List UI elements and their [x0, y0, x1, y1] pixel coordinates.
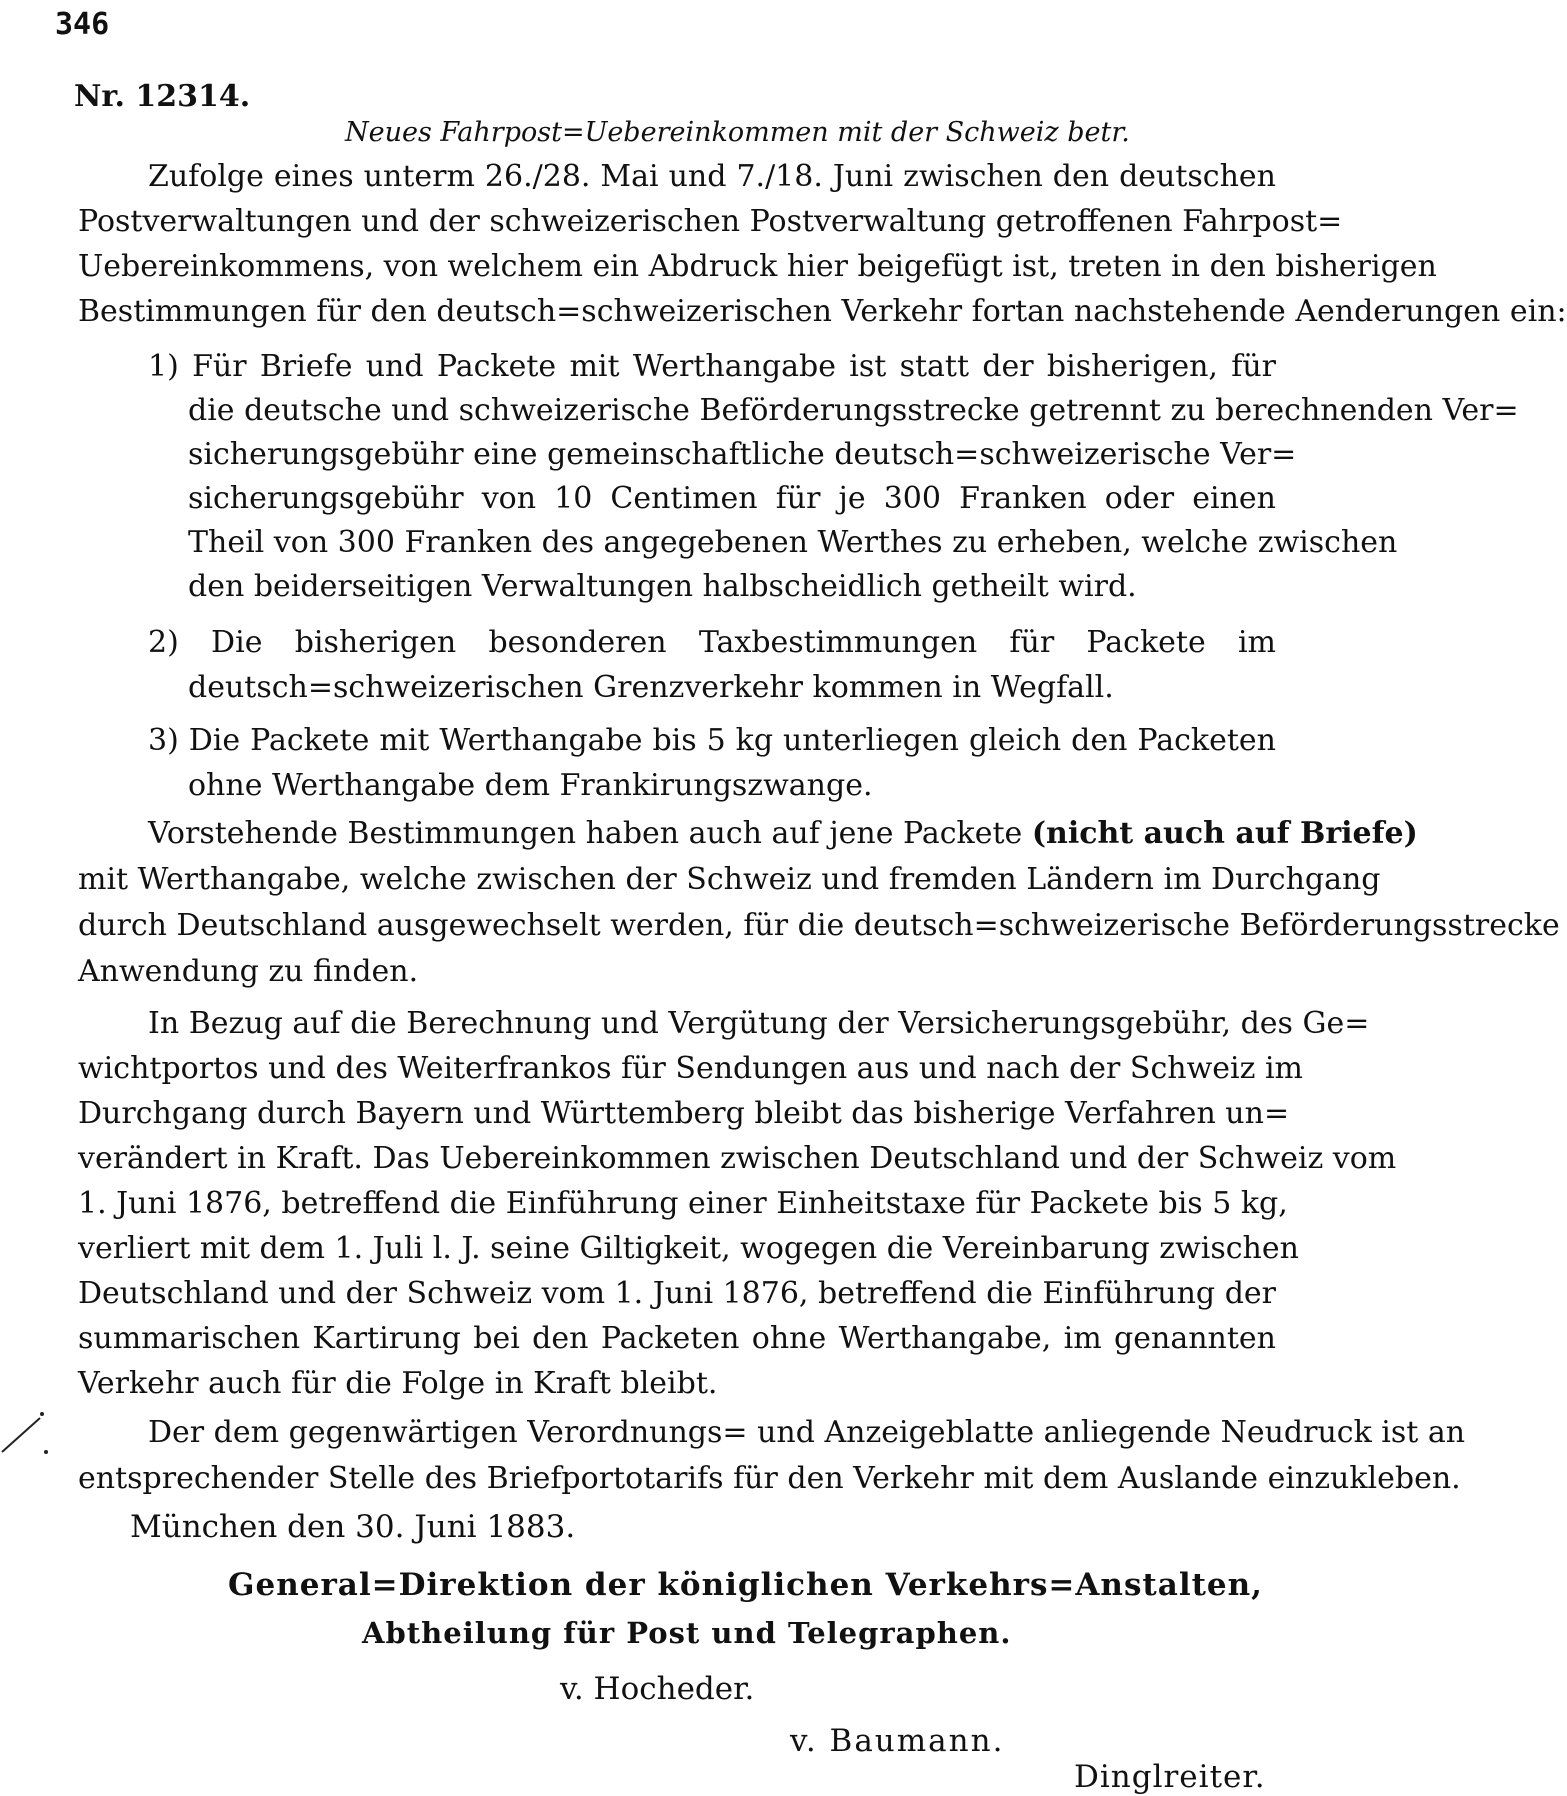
- body-line: summarischen Kartirung bei den Packeten ohne Werthangabe, im genannten: [78, 1321, 1276, 1356]
- body-line: In Bezug auf die Berechnung und Vergütung der Versicherungsgebühr, des Ge=: [148, 1006, 1370, 1041]
- body-line: den beiderseitigen Verwaltungen halbscheidlich getheilt wird.: [188, 569, 1137, 604]
- list-item-3: 3) Die Packete mit Werthangabe bis 5 kg unterliegen gleich den Packeten: [148, 723, 1276, 758]
- body-line: ohne Werthangabe dem Frankirungszwange.: [188, 768, 873, 803]
- body-line: durch Deutschland ausgewechselt werden, für die deutsch=schweizerische Beförderungsstrecke: [78, 908, 1560, 943]
- body-line: sicherungsgebühr von 10 Centimen für je 300 Franken oder einen: [188, 481, 1276, 516]
- body-line-vorstehende: [148, 815, 1418, 853]
- body-line: Theil von 300 Franken des angegebenen Werthes zu erheben, welche zwischen: [188, 525, 1398, 560]
- signature: Dinglreiter.: [1074, 1759, 1266, 1795]
- vorstehende-bold: (nicht auch auf Briefe): [1031, 816, 1418, 851]
- body-line: mit Werthangabe, welche zwischen der Schweiz und fremden Ländern im Durchgang: [78, 862, 1381, 897]
- body-line: 1. Juni 1876, betreffend die Einführung einer Einheitstaxe für Packete bis 5 kg,: [78, 1186, 1288, 1221]
- list-item-1: 1) Für Briefe und Packete mit Werthangabe ist statt der bisherigen, für: [148, 349, 1276, 384]
- body-line: Uebereinkommens, von welchem ein Abdruck hier beigefügt ist, treten in den bisherigen: [78, 249, 1437, 284]
- authority-department: Abtheilung für Post und Telegraphen.: [362, 1616, 1012, 1650]
- body-line: die deutsche und schweizerische Beförderungsstrecke getrennt zu berechnenden Ver=: [188, 393, 1519, 428]
- body-line: Anwendung zu finden.: [78, 954, 419, 989]
- page-number: 346: [55, 7, 110, 42]
- body-line: Der dem gegenwärtigen Verordnungs= und Anzeigeblatte anliegende Neudruck ist an: [148, 1415, 1466, 1450]
- body-line: Durchgang durch Bayern und Württemberg bleibt das bisherige Verfahren un=: [78, 1096, 1290, 1131]
- body-line: entsprechender Stelle des Briefportotarifs für den Verkehr mit dem Auslande einzukleben.: [78, 1461, 1461, 1496]
- body-line: verändert in Kraft. Das Uebereinkommen zwischen Deutschland und der Schweiz vom: [78, 1141, 1397, 1176]
- decree-number: Nr. 12314.: [74, 79, 251, 114]
- body-line: verliert mit dem 1. Juli l. J. seine Giltigkeit, wogegen die Vereinbarung zwischen: [78, 1231, 1299, 1266]
- date-line: München den 30. Juni 1883.: [130, 1509, 576, 1545]
- authority-name: General=Direktion der königlichen Verkehrs=Anstalten,: [228, 1567, 1263, 1603]
- list-item-2: 2) Die bisherigen besonderen Taxbestimmungen für Packete im: [148, 625, 1276, 660]
- signature: v. Hocheder.: [560, 1671, 755, 1707]
- vorstehende-text: Vorstehende Bestimmungen haben auch auf jene Packete: [148, 816, 1023, 851]
- margin-pencil-mark: [0, 1408, 60, 1458]
- signature: v. Baumann.: [790, 1723, 1005, 1759]
- body-line: Zufolge eines unterm 26./28. Mai und 7./18. Juni zwischen den deutschen: [148, 159, 1276, 194]
- body-line: Verkehr auch für die Folge in Kraft bleibt.: [78, 1366, 718, 1401]
- body-line: Postverwaltungen und der schweizerischen Postverwaltung getroffenen Fahrpost=: [78, 204, 1343, 239]
- decree-subject: Neues Fahrpost=Uebereinkommen mit der Schweiz betr.: [345, 117, 1130, 148]
- body-line: wichtportos und des Weiterfrankos für Sendungen aus und nach der Schweiz im: [78, 1051, 1303, 1086]
- body-line: deutsch=schweizerischen Grenzverkehr kommen in Wegfall.: [188, 670, 1114, 705]
- body-line: Deutschland und der Schweiz vom 1. Juni 1876, betreffend die Einführung der: [78, 1276, 1276, 1311]
- body-line: Bestimmungen für den deutsch=schweizerischen Verkehr fortan nachstehende Aenderungen ein:: [78, 294, 1567, 329]
- body-line: sicherungsgebühr eine gemeinschaftliche deutsch=schweizerische Ver=: [188, 437, 1297, 472]
